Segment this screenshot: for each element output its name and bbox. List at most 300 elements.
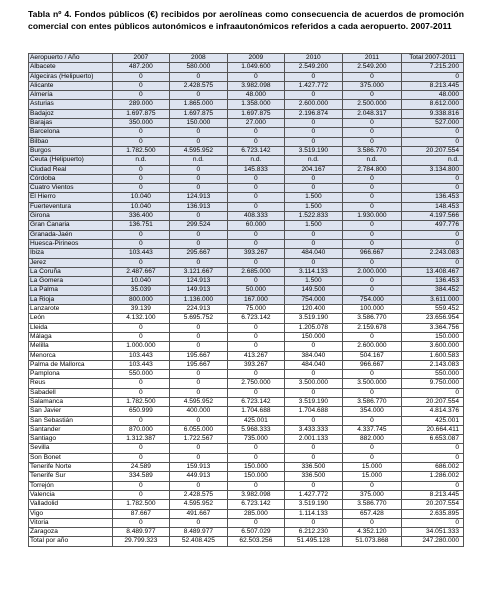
value-cell: 504.167: [342, 351, 402, 360]
value-cell: 4.197.566: [402, 212, 464, 221]
value-cell: 0: [112, 184, 170, 193]
airport-cell: Huesca-Pirineos: [29, 239, 113, 248]
value-cell: n.d.: [402, 156, 464, 165]
airport-cell: Santiago: [29, 435, 113, 444]
table-row: [29, 109, 464, 118]
value-cell: 0: [170, 323, 228, 332]
airport-cell: San Javier: [29, 407, 113, 416]
table-row: [29, 351, 464, 360]
value-cell: 150.000: [402, 332, 464, 341]
table-row: [29, 509, 464, 518]
value-cell: 1.697.875: [112, 109, 170, 118]
value-cell: 48.000: [402, 91, 464, 100]
value-cell: 0: [227, 444, 285, 453]
value-cell: 0: [170, 444, 228, 453]
value-cell: 375.000: [342, 81, 402, 90]
funds-table: [28, 53, 464, 547]
value-cell: 0: [112, 81, 170, 90]
table-row: [29, 202, 464, 211]
value-cell: n.d.: [112, 156, 170, 165]
value-cell: 0: [170, 388, 228, 397]
value-cell: 0: [285, 137, 343, 146]
value-cell: 484.040: [285, 249, 343, 258]
value-cell: 0: [227, 258, 285, 267]
value-cell: 10.040: [112, 193, 170, 202]
airport-cell: Torrejón: [29, 481, 113, 490]
value-cell: 0: [227, 128, 285, 137]
value-cell: 1.704.688: [285, 407, 343, 416]
value-cell: 0: [227, 239, 285, 248]
value-cell: 0: [170, 174, 228, 183]
airport-cell: Córdoba: [29, 174, 113, 183]
table-row: [29, 370, 464, 379]
value-cell: 882.000: [342, 435, 402, 444]
airport-cell: Reus: [29, 379, 113, 388]
value-cell: 550.000: [402, 370, 464, 379]
airport-cell: Barajas: [29, 119, 113, 128]
value-cell: 167.000: [227, 295, 285, 304]
value-cell: 334.589: [112, 472, 170, 481]
table-row: [29, 295, 464, 304]
value-cell: 27.000: [227, 119, 285, 128]
value-cell: 0: [227, 202, 285, 211]
airport-cell: Valencia: [29, 490, 113, 499]
value-cell: 0: [112, 323, 170, 332]
value-cell: 0: [402, 230, 464, 239]
value-cell: 425.001: [227, 416, 285, 425]
value-cell: 559.452: [402, 305, 464, 314]
airport-cell: Salamanca: [29, 397, 113, 406]
table-title: Tabla nº 4. Fondos públicos (€) recibidos por aerolíneas como consecuencia de acuerdos de promoción comercial con entes públicos autonómicos e infraautonómicos referidos a cada aeropuerto. 2007-2011: [28, 9, 464, 31]
column-header: 2010: [285, 54, 343, 63]
value-cell: 0: [170, 453, 228, 462]
value-cell: 0: [342, 239, 402, 248]
value-cell: 0: [112, 72, 170, 81]
value-cell: 136.751: [112, 221, 170, 230]
value-cell: 0: [227, 388, 285, 397]
value-cell: 0: [227, 174, 285, 183]
value-cell: 8.489.977: [112, 528, 170, 537]
value-cell: 0: [227, 277, 285, 286]
value-cell: 224.913: [170, 305, 228, 314]
value-cell: 0: [112, 481, 170, 490]
table-row: [29, 119, 464, 128]
value-cell: 9.338.816: [402, 109, 464, 118]
airport-cell: La Gomera: [29, 277, 113, 286]
airport-cell: Ceuta (Helipuerto): [29, 156, 113, 165]
airport-cell: Vigo: [29, 509, 113, 518]
value-cell: 103.443: [112, 360, 170, 369]
value-cell: 48.000: [227, 91, 285, 100]
value-cell: 148.453: [402, 202, 464, 211]
value-cell: 4.595.952: [170, 500, 228, 509]
value-cell: 136.913: [170, 202, 228, 211]
value-cell: 3.586.770: [342, 314, 402, 323]
value-cell: 657.428: [342, 509, 402, 518]
value-cell: 527.000: [402, 119, 464, 128]
value-cell: 136.453: [402, 277, 464, 286]
value-cell: 0: [227, 342, 285, 351]
value-cell: 0: [112, 91, 170, 100]
value-cell: 0: [342, 277, 402, 286]
value-cell: 2.159.678: [342, 323, 402, 332]
value-cell: 0: [285, 518, 343, 527]
value-cell: 1.697.875: [227, 109, 285, 118]
airport-cell: Gran Canaria: [29, 221, 113, 230]
value-cell: 8.213.445: [402, 81, 464, 90]
value-cell: 1.600.583: [402, 351, 464, 360]
value-cell: 3.519.190: [285, 314, 343, 323]
value-cell: 0: [170, 91, 228, 100]
value-cell: 408.333: [227, 212, 285, 221]
value-cell: n.d.: [285, 156, 343, 165]
value-cell: 20.664.411: [402, 425, 464, 434]
value-cell: 0: [227, 72, 285, 81]
value-cell: 0: [342, 258, 402, 267]
table-row: [29, 360, 464, 369]
value-cell: 10.040: [112, 202, 170, 211]
value-cell: 2.549.200: [285, 63, 343, 72]
value-cell: 0: [170, 128, 228, 137]
airport-cell: La Coruña: [29, 267, 113, 276]
value-cell: 0: [112, 518, 170, 527]
value-cell: 0: [402, 174, 464, 183]
table-row: [29, 193, 464, 202]
value-cell: 2.196.874: [285, 109, 343, 118]
value-cell: 0: [342, 174, 402, 183]
value-cell: 1.427.772: [285, 81, 343, 90]
value-cell: 0: [112, 165, 170, 174]
table-row: [29, 128, 464, 137]
value-cell: 0: [342, 137, 402, 146]
table-row: [29, 137, 464, 146]
column-header: 2008: [170, 54, 228, 63]
airport-cell: El Hierro: [29, 193, 113, 202]
value-cell: 204.167: [285, 165, 343, 174]
value-cell: 1.000.000: [112, 342, 170, 351]
table-row: [29, 258, 464, 267]
value-cell: 299.524: [170, 221, 228, 230]
value-cell: 1.427.772: [285, 490, 343, 499]
airport-cell: Menorca: [29, 351, 113, 360]
airport-cell: Granada-Jaén: [29, 230, 113, 239]
value-cell: 0: [342, 416, 402, 425]
value-cell: 52.408.425: [170, 537, 228, 546]
table-row: [29, 500, 464, 509]
airport-cell: Santander: [29, 425, 113, 434]
value-cell: 0: [285, 481, 343, 490]
table-row: [29, 314, 464, 323]
table-row: [29, 397, 464, 406]
value-cell: 0: [170, 137, 228, 146]
airport-cell: Girona: [29, 212, 113, 221]
airport-cell: Almería: [29, 91, 113, 100]
value-cell: 0: [112, 174, 170, 183]
value-cell: 0: [112, 416, 170, 425]
value-cell: 4.352.120: [342, 528, 402, 537]
table-row: [29, 379, 464, 388]
value-cell: 0: [342, 518, 402, 527]
value-cell: 735.000: [227, 435, 285, 444]
value-cell: 966.667: [342, 360, 402, 369]
value-cell: 425.001: [402, 416, 464, 425]
table-row: [29, 174, 464, 183]
value-cell: 247.280.000: [402, 537, 464, 546]
table-row: [29, 239, 464, 248]
table-row: [29, 165, 464, 174]
value-cell: 24.589: [112, 463, 170, 472]
value-cell: 0: [170, 332, 228, 341]
value-cell: 1.930.000: [342, 212, 402, 221]
value-cell: 650.999: [112, 407, 170, 416]
value-cell: 0: [402, 518, 464, 527]
airport-cell: Vitoria: [29, 518, 113, 527]
value-cell: 34.051.333: [402, 528, 464, 537]
value-cell: n.d.: [227, 156, 285, 165]
value-cell: 285.000: [227, 509, 285, 518]
value-cell: 6.507.029: [227, 528, 285, 537]
table-row: [29, 407, 464, 416]
value-cell: 1.312.387: [112, 435, 170, 444]
value-cell: 0: [402, 137, 464, 146]
table-row: [29, 463, 464, 472]
value-cell: 384.040: [285, 351, 343, 360]
value-cell: 0: [170, 342, 228, 351]
table-row: [29, 490, 464, 499]
value-cell: 3.982.098: [227, 490, 285, 499]
value-cell: 2.750.000: [227, 379, 285, 388]
value-cell: 0: [402, 481, 464, 490]
value-cell: 8.489.977: [170, 528, 228, 537]
airport-cell: Valladolid: [29, 500, 113, 509]
value-cell: 3.500.000: [285, 379, 343, 388]
value-cell: 1.358.000: [227, 100, 285, 109]
airport-cell: San Sebastián: [29, 416, 113, 425]
value-cell: 1.136.000: [170, 295, 228, 304]
value-cell: 2.685.000: [227, 267, 285, 276]
value-cell: 3.364.756: [402, 323, 464, 332]
column-header: Total 2007-2011: [402, 54, 464, 63]
value-cell: 150.000: [285, 332, 343, 341]
value-cell: 4.595.952: [170, 146, 228, 155]
table-row: [29, 156, 464, 165]
value-cell: 393.267: [227, 360, 285, 369]
value-cell: 1.865.000: [170, 100, 228, 109]
value-cell: 20.207.554: [402, 397, 464, 406]
value-cell: 4.132.100: [112, 314, 170, 323]
value-cell: 0: [342, 481, 402, 490]
airport-cell: La Palma: [29, 286, 113, 295]
value-cell: 289.000: [112, 100, 170, 109]
value-cell: 6.723.142: [227, 500, 285, 509]
value-cell: 0: [342, 286, 402, 295]
value-cell: 0: [170, 370, 228, 379]
value-cell: 2.143.083: [402, 360, 464, 369]
airport-cell: Albacete: [29, 63, 113, 72]
value-cell: 0: [227, 481, 285, 490]
value-cell: 2.600.000: [285, 100, 343, 109]
value-cell: 0: [170, 212, 228, 221]
value-cell: 3.134.800: [402, 165, 464, 174]
value-cell: 29.799.323: [112, 537, 170, 546]
airport-cell: Tenerife Sur: [29, 472, 113, 481]
value-cell: 0: [342, 388, 402, 397]
table-row: [29, 305, 464, 314]
value-cell: 2.549.200: [342, 63, 402, 72]
table-row: [29, 184, 464, 193]
value-cell: 0: [285, 370, 343, 379]
value-cell: 0: [170, 481, 228, 490]
value-cell: 336.400: [112, 212, 170, 221]
value-cell: 0: [285, 342, 343, 351]
value-cell: 0: [402, 444, 464, 453]
value-cell: 1.782.500: [112, 500, 170, 509]
table-row: [29, 444, 464, 453]
value-cell: 0: [112, 379, 170, 388]
value-cell: 0: [227, 193, 285, 202]
value-cell: 350.000: [112, 119, 170, 128]
value-cell: 0: [112, 388, 170, 397]
value-cell: 0: [342, 193, 402, 202]
value-cell: 0: [342, 72, 402, 81]
value-cell: 354.000: [342, 407, 402, 416]
value-cell: 15.000: [342, 472, 402, 481]
value-cell: 0: [227, 137, 285, 146]
value-cell: 0: [402, 239, 464, 248]
value-cell: 0: [227, 230, 285, 239]
value-cell: 149.500: [285, 286, 343, 295]
value-cell: 0: [342, 221, 402, 230]
value-cell: 75.000: [227, 305, 285, 314]
value-cell: 6.723.142: [227, 314, 285, 323]
value-cell: 0: [227, 370, 285, 379]
value-cell: 2.428.575: [170, 81, 228, 90]
table-row: [29, 249, 464, 258]
value-cell: 8.612.000: [402, 100, 464, 109]
airport-cell: Burgos: [29, 146, 113, 155]
value-cell: 120.400: [285, 305, 343, 314]
value-cell: 0: [342, 202, 402, 211]
value-cell: 150.000: [227, 472, 285, 481]
value-cell: 195.667: [170, 351, 228, 360]
value-cell: 50.000: [227, 286, 285, 295]
value-cell: 13.408.467: [402, 267, 464, 276]
value-cell: 124.913: [170, 277, 228, 286]
value-cell: 0: [342, 91, 402, 100]
value-cell: 0: [342, 444, 402, 453]
value-cell: 754.000: [285, 295, 343, 304]
value-cell: 3.114.133: [285, 267, 343, 276]
table-row: [29, 230, 464, 239]
value-cell: 3.519.190: [285, 397, 343, 406]
value-cell: 1.500: [285, 193, 343, 202]
value-cell: 3.121.667: [170, 267, 228, 276]
value-cell: 10.040: [112, 277, 170, 286]
value-cell: 150.000: [227, 463, 285, 472]
value-cell: 0: [342, 370, 402, 379]
airport-cell: Alicante: [29, 81, 113, 90]
table-row: [29, 481, 464, 490]
value-cell: 51.073.868: [342, 537, 402, 546]
value-cell: 413.267: [227, 351, 285, 360]
airport-cell: Sabadell: [29, 388, 113, 397]
value-cell: 295.667: [170, 249, 228, 258]
table-row: [29, 528, 464, 537]
value-cell: 0: [112, 128, 170, 137]
value-cell: 195.667: [170, 360, 228, 369]
value-cell: 0: [227, 332, 285, 341]
value-cell: 0: [402, 128, 464, 137]
value-cell: 4.595.952: [170, 397, 228, 406]
table-row: [29, 81, 464, 90]
value-cell: 0: [170, 239, 228, 248]
value-cell: 20.207.554: [402, 146, 464, 155]
value-cell: 0: [285, 128, 343, 137]
value-cell: 966.667: [342, 249, 402, 258]
value-cell: 3.433.333: [285, 425, 343, 434]
value-cell: 336.500: [285, 463, 343, 472]
value-cell: 0: [285, 239, 343, 248]
total-row: [29, 537, 464, 546]
value-cell: 7.215.200: [402, 63, 464, 72]
value-cell: 0: [170, 72, 228, 81]
value-cell: 491.667: [170, 509, 228, 518]
value-cell: 0: [402, 453, 464, 462]
value-cell: 124.913: [170, 193, 228, 202]
value-cell: 6.723.142: [227, 397, 285, 406]
value-cell: 2.635.895: [402, 509, 464, 518]
airport-cell: Palma de Mallorca: [29, 360, 113, 369]
airport-cell: Málaga: [29, 332, 113, 341]
value-cell: 3.600.000: [402, 342, 464, 351]
airport-cell: Sevilla: [29, 444, 113, 453]
value-cell: 686.002: [402, 463, 464, 472]
table-row: [29, 416, 464, 425]
value-cell: 149.913: [170, 286, 228, 295]
value-cell: 2.000.000: [342, 267, 402, 276]
value-cell: 145.833: [227, 165, 285, 174]
value-cell: 0: [112, 230, 170, 239]
airport-cell: Fuerteventura: [29, 202, 113, 211]
value-cell: 2.243.083: [402, 249, 464, 258]
value-cell: 6.653.087: [402, 435, 464, 444]
value-cell: 484.040: [285, 360, 343, 369]
table-row: [29, 332, 464, 341]
airport-cell: Son Bonet: [29, 453, 113, 462]
value-cell: 0: [342, 230, 402, 239]
value-cell: 136.453: [402, 193, 464, 202]
value-cell: 2.600.000: [342, 342, 402, 351]
value-cell: 1.522.833: [285, 212, 343, 221]
airport-cell: Ibiza: [29, 249, 113, 258]
value-cell: 550.000: [112, 370, 170, 379]
value-cell: 0: [112, 490, 170, 499]
table-row: [29, 323, 464, 332]
value-cell: 1.697.875: [170, 109, 228, 118]
value-cell: 0: [170, 184, 228, 193]
value-cell: 103.443: [112, 351, 170, 360]
value-cell: 754.000: [342, 295, 402, 304]
value-cell: 1.500: [285, 221, 343, 230]
value-cell: 4.337.745: [342, 425, 402, 434]
airport-cell: Bilbao: [29, 137, 113, 146]
value-cell: 384.452: [402, 286, 464, 295]
column-header: 2009: [227, 54, 285, 63]
value-cell: 0: [112, 239, 170, 248]
table-row: [29, 277, 464, 286]
table-row: [29, 453, 464, 462]
value-cell: 0: [342, 453, 402, 462]
